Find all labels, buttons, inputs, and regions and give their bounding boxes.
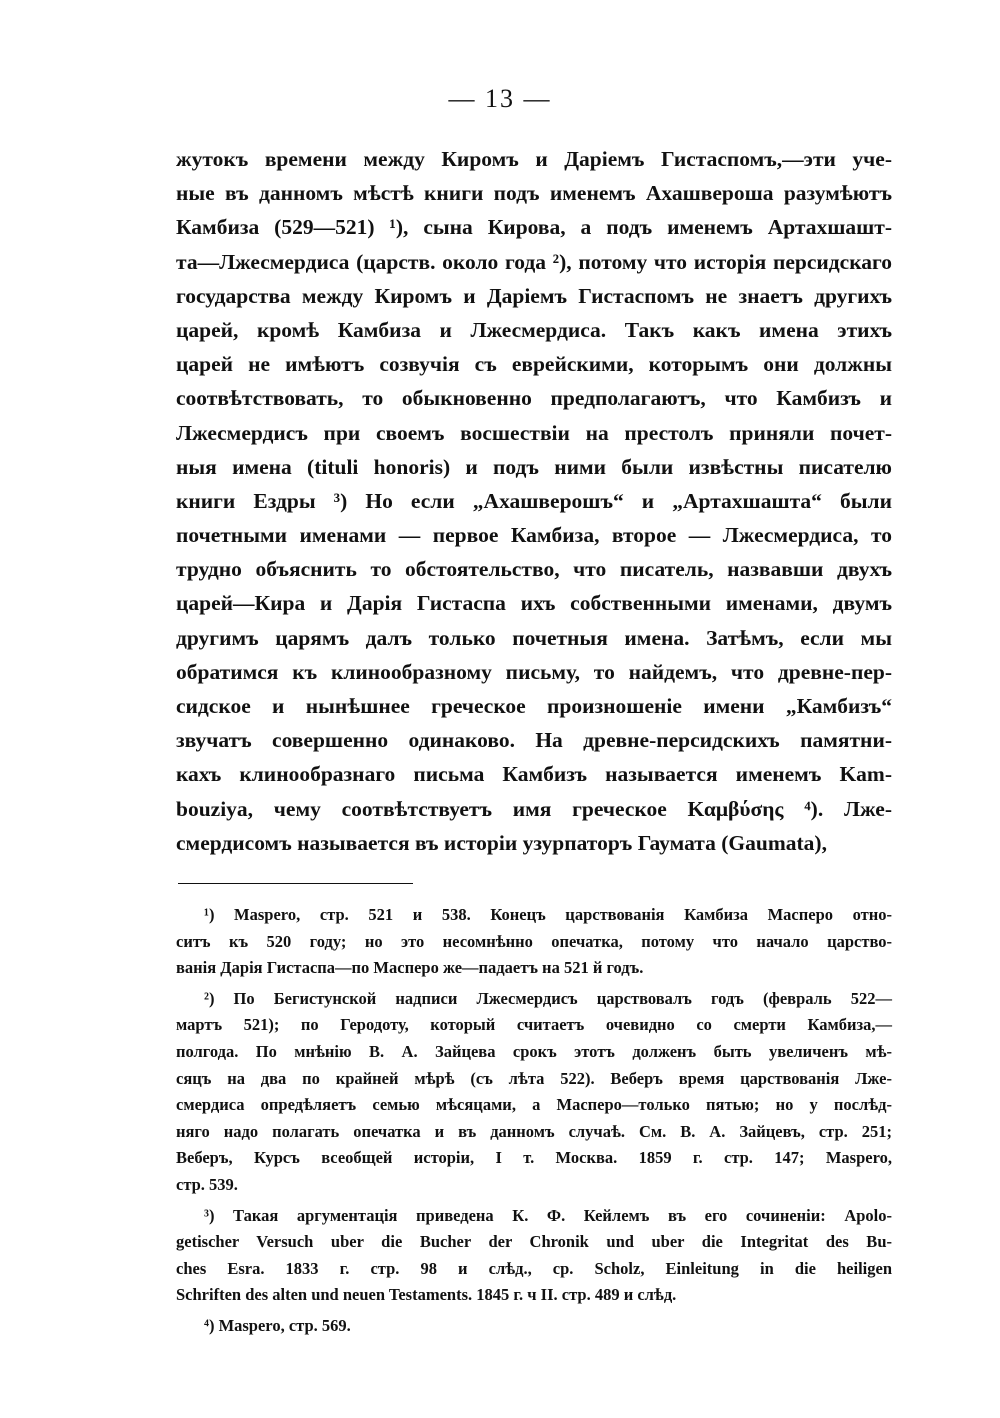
- body-line: та—Лжесмердиса (царств. около года ²), потому что исторія персидскаго: [176, 249, 892, 274]
- footnote-line: ситъ къ 520 году; но это несомнѣнно опечатка, потому что начало царство-: [176, 931, 892, 951]
- body-line: другимъ царямъ далъ только почетныя имена. Затѣмъ, если мы: [176, 625, 892, 650]
- body-line: звучатъ совершенно одинаково. На древне-персидскихъ памятни-: [176, 728, 892, 753]
- body-line: трудно объяснить то обстоятельство, что писатель, назвавши двухъ: [176, 557, 892, 582]
- body-line: почетными именами — первое Камбиза, второе — Лжесмердиса, то: [176, 523, 892, 548]
- body-text: [176, 142, 892, 860]
- body-line: жутокъ времени между Киромъ и Даріемъ Гистаспомъ,—эти уче-: [176, 147, 892, 171]
- body-line: bouziya, чему соотвѣтствуетъ имя греческое Καμβύσης ⁴). Лже-: [176, 796, 892, 821]
- footnote-line: ¹) Maspero, стр. 521 и 538. Конецъ царствованія Камбиза Масперо отно-: [204, 905, 892, 924]
- body-line: кахъ клинообразнаго письма Камбизъ называется именемъ Kam-: [176, 762, 892, 787]
- footnote-4: [176, 1313, 892, 1340]
- body-line: царей—Кира и Дарія Гистаспа ихъ собственными именами, двумъ: [176, 591, 892, 616]
- footnote-line: смердиса опредѣляетъ семью мѣсяцами, а Масперо—только пятью; но у послѣд-: [176, 1095, 892, 1115]
- footnote-line: ches Esra. 1833 г. стр. 98 и слѣд., ср. Scholz, Einleitung in die heiligen: [176, 1258, 892, 1278]
- body-line: государства между Киромъ и Даріемъ Гистаспомъ не знаетъ другихъ: [176, 283, 892, 308]
- footnote-line: сяцъ на два по крайней мѣрѣ (съ лѣта 522). Веберъ время царствованія Лже-: [176, 1068, 892, 1088]
- footnote-line: getischer Versuch uber die Bucher der Chronik und uber die Integritat des Bu-: [176, 1232, 892, 1252]
- body-line: ные въ данномъ мѣстѣ книги подъ именемъ Ахашвероша разумѣютъ: [176, 181, 892, 206]
- footnote-line: ³) Такая аргументація приведена К. Ф. Кейлемъ въ его сочиненіи: Apolo-: [204, 1205, 892, 1225]
- footnote-line: мартъ 521); по Геродоту, который считаетъ очевидно со смерти Камбиза,—: [176, 1015, 892, 1035]
- footnote-line: няго надо полагать опечатка и въ данномъ случаѣ. См. В. А. Зайцевъ, стр. 251;: [176, 1121, 892, 1141]
- body-line: Лжесмердисъ при своемъ восшествіи на престолъ приняли почет-: [176, 420, 892, 445]
- body-line: обратимся къ клинообразному письму, то найдемъ, что древне-пер-: [176, 659, 892, 684]
- body-line: книги Ездры ³) Но если „Ахашверошъ“ и „Артахшашта“ были: [176, 488, 892, 513]
- footnote-3: [176, 1203, 892, 1309]
- footnote-2: [176, 986, 892, 1199]
- body-line: царей, кромѣ Камбиза и Лжесмердиса. Такъ какъ имена этихъ: [176, 317, 892, 342]
- footnote-1: [176, 902, 892, 982]
- footnote-line: ⁴) Maspero, стр. 569.: [204, 1315, 351, 1335]
- body-line: ныя имена (tituli honoris) и подъ ними были извѣстны писателю: [176, 454, 892, 479]
- page-number: — 13 —: [448, 84, 552, 113]
- body-line: сидское и нынѣшнее греческое произношеніе имени „Камбизъ“: [176, 694, 892, 718]
- footnote-line: Schriften des alten und neuen Testaments. 1845 г. ч II. стр. 489 и слѣд.: [176, 1285, 677, 1305]
- body-line: смердисомъ называется въ исторіи узурпаторъ Гаумата (Gaumata),: [176, 830, 827, 855]
- footnote-line: полгода. По мнѣнію В. А. Зайцева срокъ этотъ долженъ быть увеличенъ мѣ-: [176, 1041, 892, 1061]
- footnote-line: ²) По Бегистунской надписи Лжесмердисъ царствовалъ годъ (февраль 522—: [204, 988, 892, 1008]
- body-line: Камбиза (529—521) ¹), сына Кирова, а подъ именемъ Артахшашт-: [176, 215, 892, 240]
- body-line: царей не имѣютъ созвучія съ еврейскими, которымъ они должны: [176, 352, 892, 377]
- footnote-line: стр. 539.: [176, 1174, 238, 1194]
- footnote-line: ванія Дарія Гистаспа—по Масперо же—падаетъ на 521 й годъ.: [176, 958, 644, 978]
- body-line: соотвѣтствовать, то обыкновенно предполагаютъ, что Камбизъ и: [176, 386, 892, 411]
- footnote-divider: [178, 883, 413, 884]
- footnotes: [176, 902, 892, 1340]
- footnote-line: Веберъ, Курсъ всеобщей исторіи, I т. Москва. 1859 г. стр. 147; Maspero,: [176, 1148, 892, 1168]
